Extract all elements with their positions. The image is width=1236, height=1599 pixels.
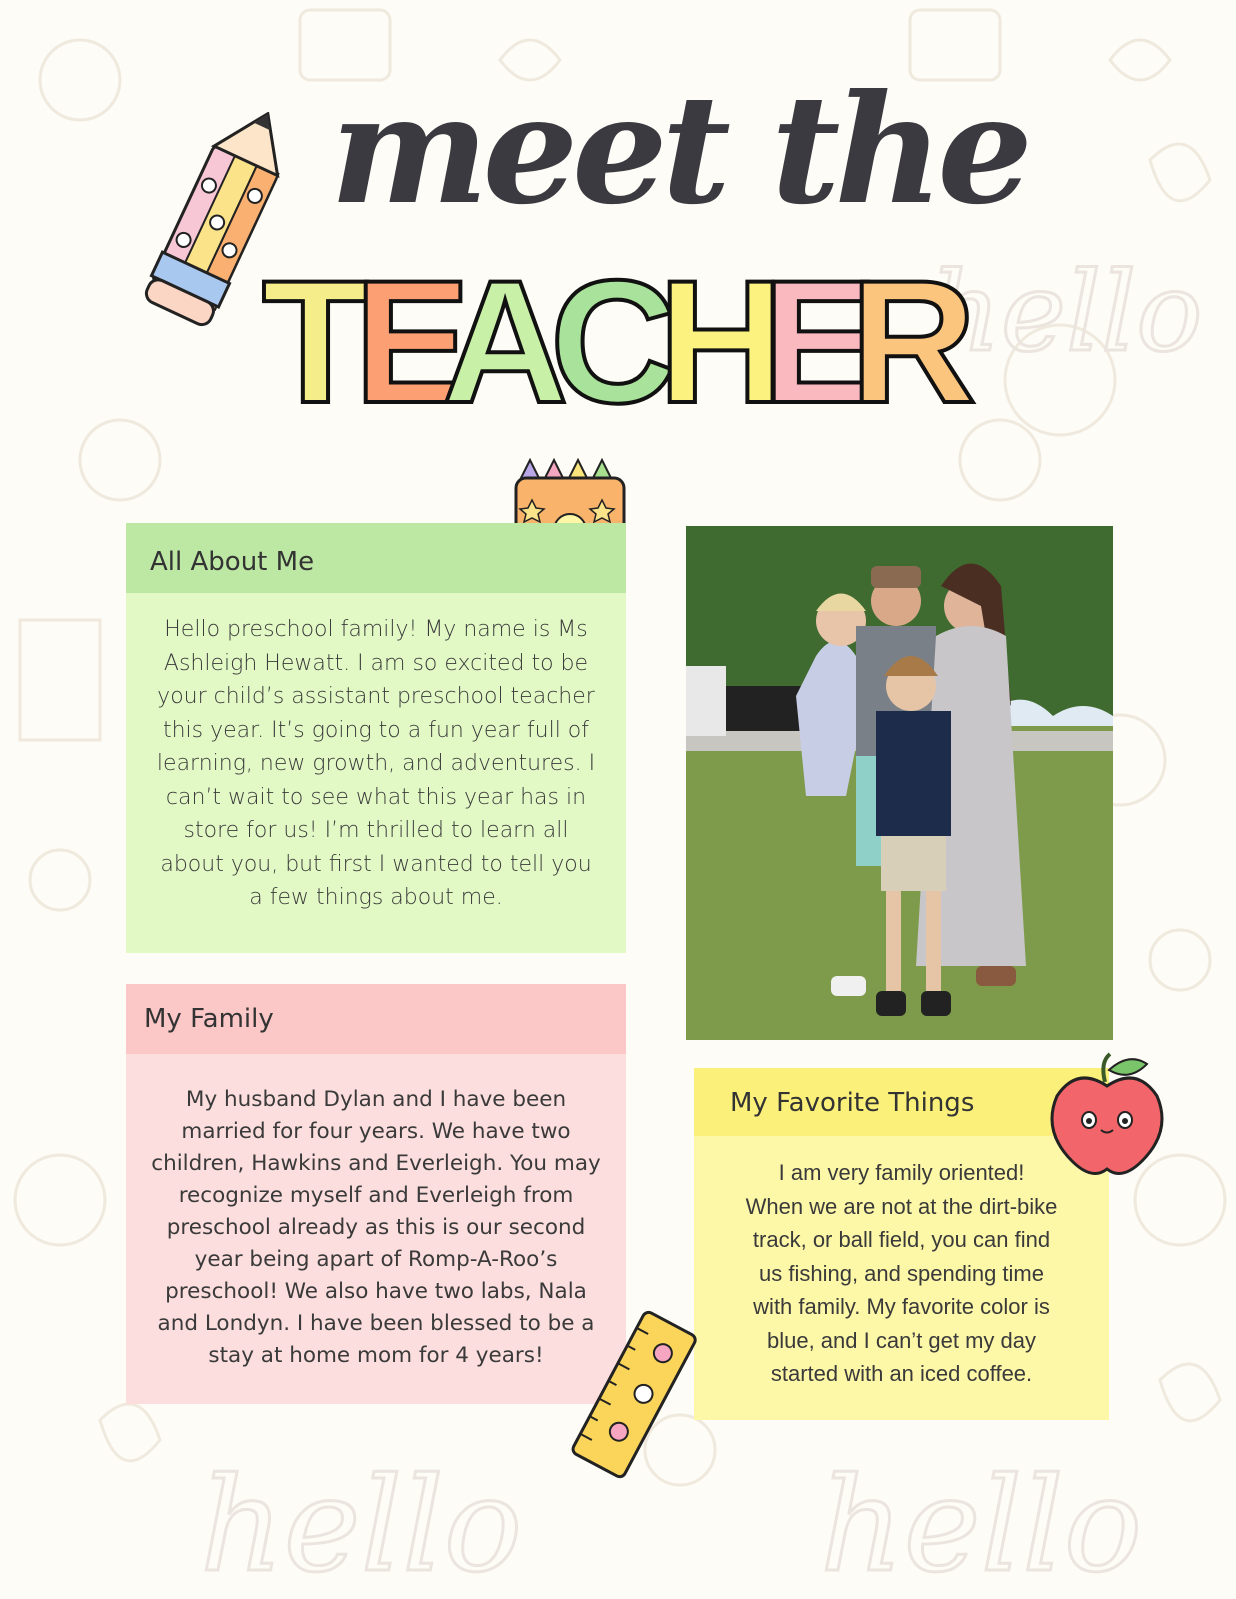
title-meet-the: meet the <box>330 62 1027 238</box>
card-title: My Family <box>144 1004 274 1034</box>
body-line: Ashleigh Hewatt. I am so excited to be <box>163 650 589 676</box>
body-line: started with an iced coffee. <box>770 1361 1033 1386</box>
card-body <box>126 593 626 953</box>
teacher-letter: H <box>658 262 785 422</box>
body-line: children, Hawkins and Everleigh. You may <box>151 1151 601 1176</box>
teacher-letter: C <box>550 262 677 422</box>
family-photo <box>686 526 1113 1040</box>
body-line: with family. My favorite color is <box>753 1294 1050 1319</box>
body-line: your child’s assistant preschool teacher <box>157 684 595 709</box>
teacher-letter: E <box>354 262 471 422</box>
body-line: a few things about me. <box>249 885 503 910</box>
hello-doodle-top-right: hello <box>930 248 1203 376</box>
teacher-letter: A <box>442 262 569 422</box>
pencil-icon <box>140 112 290 342</box>
body-line: us fishing, and spending time <box>759 1260 1044 1286</box>
hello-doodle-bottom-left: hello <box>200 1449 523 1599</box>
body-line: preschool! We also have two labs, Nala <box>165 1279 587 1304</box>
body-line: My husband Dylan and I have been <box>185 1087 567 1112</box>
teacher-letter: R <box>850 262 977 422</box>
ruler-icon <box>570 1310 700 1480</box>
card-header <box>126 523 626 593</box>
body-line: this year. It’s going to a fun year full of <box>162 717 590 743</box>
body-line: I am very family oriented! <box>778 1160 1025 1185</box>
body-line: track, or ball field, you can find <box>752 1227 1051 1252</box>
body-line: learning, new growth, and adventures. I <box>156 751 596 776</box>
body-line: Hello preschool family! My name is Ms <box>164 617 588 642</box>
body-line: When we are not at the dirt-bike <box>745 1193 1058 1219</box>
apple-icon <box>1045 1052 1170 1177</box>
card-header <box>126 984 626 1054</box>
card-my-family <box>126 984 626 1404</box>
teacher-letter: E <box>762 262 879 422</box>
card-title: All About Me <box>150 547 315 577</box>
body-line: and Londyn. I have been blessed to be a <box>157 1311 595 1336</box>
hello-doodle-bottom-right: hello <box>820 1449 1143 1599</box>
body-line: blue, and I can’t get my day <box>766 1327 1037 1353</box>
body-line: about you, but first I wanted to tell you <box>160 851 592 877</box>
body-line: preschool already as this is our second <box>166 1215 586 1240</box>
body-line: recognize myself and Everleigh from <box>178 1183 574 1208</box>
card-title: My Favorite Things <box>730 1088 975 1118</box>
title-teacher <box>262 262 982 422</box>
card-body <box>126 1054 626 1404</box>
body-line: can’t wait to see what this year has in <box>165 784 587 810</box>
body-line: married for four years. We have two <box>181 1119 571 1144</box>
card-body <box>694 1136 1109 1420</box>
body-line: year being apart of Romp-A-Roo’s <box>194 1247 558 1272</box>
body-line: store for us! I’m thrilled to learn all <box>183 818 569 843</box>
teacher-letter: T <box>262 262 369 422</box>
card-all-about-me <box>126 523 626 953</box>
body-line: stay at home mom for 4 years! <box>208 1343 544 1368</box>
